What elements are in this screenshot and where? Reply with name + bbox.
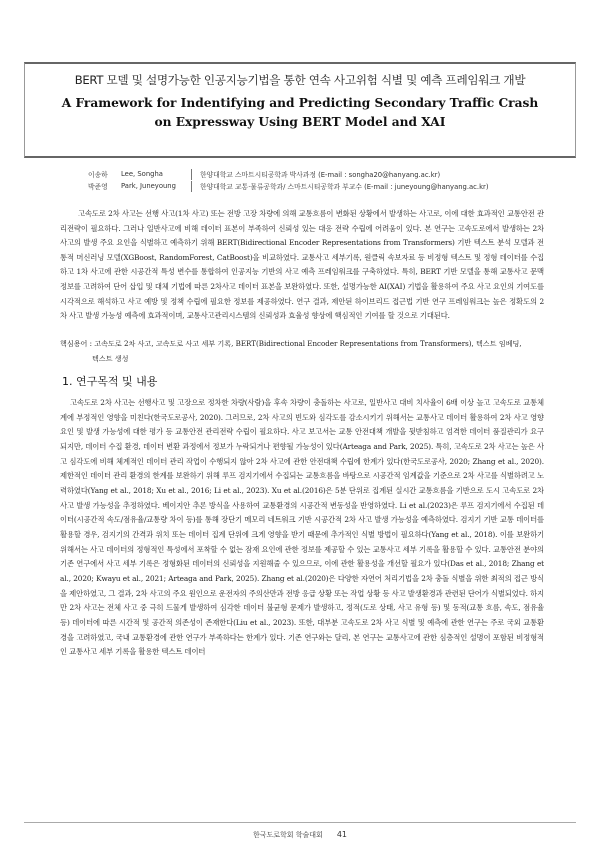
body-paragraph: 고속도로 2차 사고는 선행사고 및 고장으로 정차한 차량(사람)을 후속 차량이 충돌하는 사고로, 일반사고 대비 치사율이 6배 이상 높고 고속도로 교통체계에 부정적인 영향을 미친다(한국도로공사, 2020). 그러므로, 2차 사고의 빈도와 심각도를 감소시키기 위해서는 교통사고 데이터 활용하여 2차 사고 영향 요인 및 발생 가능성에 대한 평가 등 교통안전 관리전략 수립이 필요하다. 사고 보고서는 교통 안전대책 개발을 뒷받침하고 엄격한 데이터 품질관리가 요구되지만, 데이터 수집 환경, 데이터 변환 과정에서 정보가 누락되거나 편향될 가능성이 있다(Arteaga and Park, 2025). 특히, 고속도로 2차 사고는 높은 사고 심각도에 비해 체계적인 데이터 관리 작업이 수행되지 않아 2차 사고에 관한 안전대책 수립에 한계가 있다(한국도로공사, 2020; Zhang et al., 2020). 제한적인 데이터 관리 환경의 한계를 보완하기 위해 루프 검지기에서 수집되는 교통흐름을 바탕으로 시공간적 임계값을 기준으로 2차 사고를 식별하려고 노력하였다(Yang et al., 2018; Xu et al., 2016; Li et al., 2023). Xu et al.(2016)은 5분 단위로 집계된 실시간 교통흐름을 기반으로 도시 고속도로 2차 사고 발생 가능성을 추정하였다. 베이지안 추론 방식을 사용하여 교통환경의 시공간적 변동성을 반영하였다. Li et al.(2023)은 루프 검지기에서 수집된 데이터(시공간적 속도/점유율/교통량 차이 등)를 통해 장단기 메모리 네트워크 기반 시공간적 2차 사고 발생 가능성을 예측하였다. 검지기 기반 교통 데이터를 활용할 경우, 검지기의 간격과 위치 또는 데이터 집계 단위에 크게 영향을 받기 때문에 추가적인 식별 방법이 필요하다(Yang et al., 2018). 이를 보완하기 위해서는 사고 데이터의 정형적인 특성에서 포착할 수 없는 잠재 요인에 관한 정보를 제공할 수 있는 교통사고 세부 기록을 활용할 수 있다. 교통안전 분야의 기존 연구에서 사고 세부 기록은 정형화된 데이터의 신뢰성을 지원해줄 수 있으므로, 이에 관한 활용성을 개선할 필요가 있다(Das et al., 2018; Zhang et al., 2020; Kwayu et al., 2021; Arteaga and Park, 2025). Zhang et al.(2020)은 다양한 자연어 처리기법을 2차 충돌 식별을 위한 최적의 접근 방식을 제안하였고, 그 결과, 2차 사고의 주요 원인으로 운전자의 주의산만과 전방 응급 상황 또는 작업 상황 등 사고 발생환경과 관련된 단어가 식별되었다. 하지만 2차 사고는 전체 사고 중 극히 드물게 발생하여 심각한 데이터 불균형 문제가 발생하고, 정적(도로 상태, 사고 유형 등) 및 동적(교통 흐름, 속도, 점유율 등) 데이터에 따른 시간적 및 공간적 의존성이 존재한다(Liu et al., 2023). 또한, 대부분 고속도로 2차 사고 식별 및 예측에 관한 연구는 주로 국외 교통환경을 고려하였고, 국내 교통환경에 관한 연구가 부족하다는 한계가 있다. 기존 연구와는 달리, 본 연구는 교통사고에 관한 심층적인 설명이 포함된 비정형적인 교통사고 세부 기록을 활용한 텍스트 데이터: [60, 398, 544, 657]
title-english-line-1: A Framework for Indentifying and Predicting Secondary Traffic Crash: [61, 96, 539, 110]
author-name-english: Park, Juneyoung: [121, 182, 176, 190]
keywords-text-line-1: 고속도로 2차 사고, 고속도로 사고 세부 기록, BERT(Bidirectional Encoder Representations from Transformers), 텍스트 임베딩,: [94, 339, 522, 348]
author-affiliation: 한양대학교 스마트시티공학과 박사과정 (E-mail : songha20@hanyang.ac.kr): [200, 171, 441, 179]
author-affiliation: 한양대학교 교통·물류공학과/ 스마트시티공학과 부교수 (E-mail : juneyoung@hanyang.ac.kr): [200, 183, 489, 191]
author-name-english: Lee, Songha: [121, 170, 163, 178]
keywords-text-line-2: 텍스트 생성: [92, 353, 129, 363]
section-body: [60, 396, 544, 660]
title-korean: BERT 모델 및 설명가능한 인공지능기법을 통한 연속 사고위험 식별 및 예측 프레임워크 개발: [74, 73, 526, 87]
author-name-korean: 박준영: [88, 183, 108, 191]
abstract: [60, 207, 544, 324]
footer-conference: 한국도로학회 학술대회: [252, 831, 323, 839]
footer-divider: [24, 822, 576, 823]
title-english-line-2: on Expressway Using BERT Model and XAI: [154, 115, 446, 129]
author-row: [88, 168, 568, 180]
keywords-label: 핵심용어 :: [60, 339, 93, 348]
keywords: [60, 337, 544, 366]
author-divider: [191, 169, 192, 180]
abstract-text: 고속도로 2차 사고는 선행 사고(1차 사고) 또는 전방 고장 차량에 의해 교통흐름이 변화된 상황에서 발생하는 사고로, 이에 대한 효과적인 교통안전 관리전략이 필요하다. 그러나 일반사고에 비해 데이터 표본이 부족하여 신뢰성 있는 대응 전략 수립에 어려움이 있다. 본 연구는 고속도로에서 발생하는 2차 사고의 발생 주요 요인을 식별하고 예측하기 위해 BERT(Bidirectional Encoder Representations from Transformers) 기반 텍스트 분석 모델과 전통적 머신러닝 모델(XGBoost, RandomForest, CatBoost)을 비교하였다. 교통사고 세부기록, 원클릭 속보자료 등 비정형 텍스트 및 정형 데이터를 수집하고 1차 사고에 관한 시공간적 특성 변수를 통합하여 인공지능 기반의 사고 예측 프레임워크를 구축하였다. 특히, BERT 기반 모델을 통해 교통사고 문맥 정보를 고려하여 단어 삽입 및 대체 기법에 따른 2차사고 데이터 표본을 보완하였다. 또한, 설명가능한 AI(XAI) 기법을 활용하여 주요 사고 요인의 기여도를 시각적으로 해석하고 사고 예방 및 정책 수립에 필요한 정보를 제공하였다. 연구 결과, 제안된 하이브리드 접근법 기반 연구 프레임워크는 높은 정확도의 2차 사고 발생 가능성 예측에 효과적이며, 교통사고관리시스템의 신뢰성과 효율성 향상에 핵심적인 기여를 할 것으로 기대된다.: [60, 209, 544, 321]
author-name-korean: 이송하: [88, 171, 108, 179]
author-block: [88, 168, 568, 192]
page-footer: [0, 830, 600, 840]
section-heading: 1. 연구목적 및 내용: [62, 375, 158, 388]
title-english: [25, 94, 575, 132]
page-number: 41: [336, 830, 348, 839]
author-divider: [191, 181, 192, 192]
title-box: [24, 62, 576, 158]
author-row: [88, 180, 568, 192]
